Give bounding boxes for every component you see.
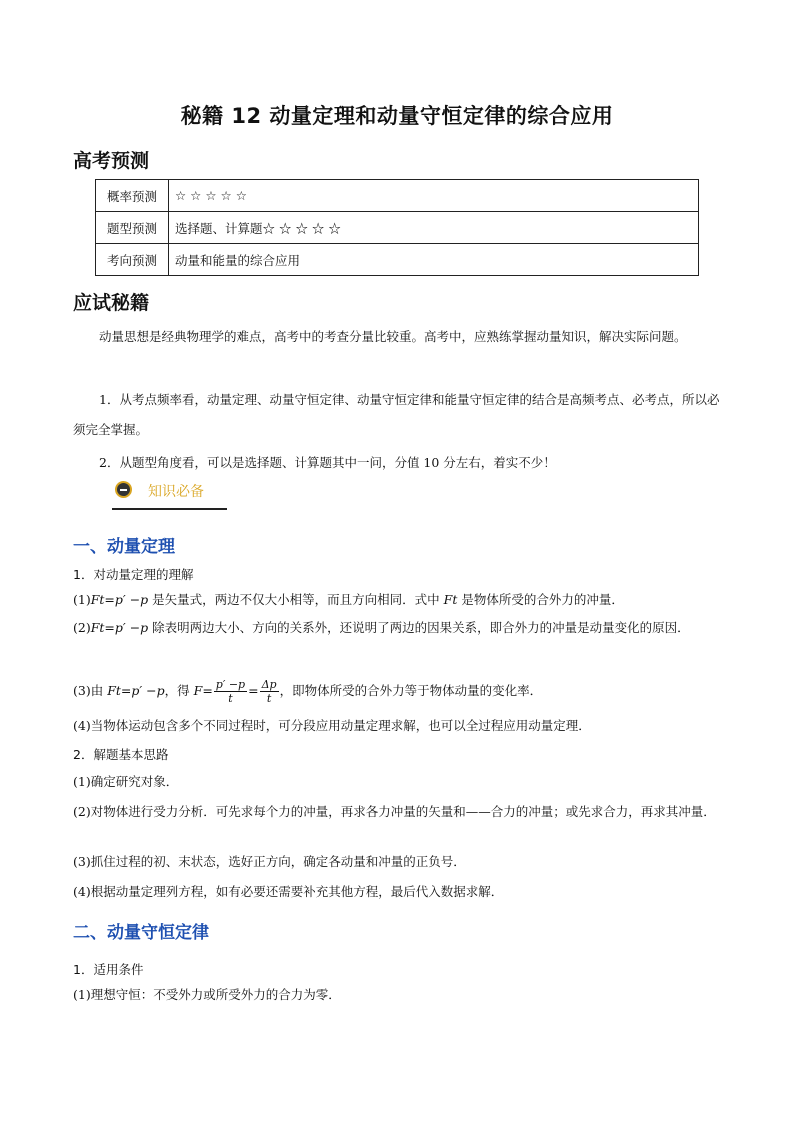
- text: (3)由: [73, 683, 108, 698]
- item-4-paragraph: (4)当物体运动包含多个不同过程时，可分段应用动量定理求解，也可以全过程应用动量定理．: [73, 718, 591, 733]
- minus-circle-icon: [115, 481, 132, 498]
- fraction: [214, 678, 247, 705]
- table-cell-label: 题型预测: [96, 212, 169, 244]
- section-1-title: 一、动量定理: [73, 537, 175, 557]
- step-1-paragraph: (1)确定研究对象．: [73, 774, 179, 789]
- step-4-paragraph: (4)根据动量定理列方程，如有必要还需要补充其他方程，最后代入数据求解．: [73, 884, 504, 899]
- point-2-paragraph: 2．从题型角度看，可以是选择题、计算题其中一问，分值 10 分左右，着实不少！: [99, 455, 556, 470]
- fraction-numerator: Δp: [261, 678, 277, 691]
- item-3-paragraph: [73, 676, 725, 706]
- fraction-denominator: t: [266, 692, 272, 705]
- section-2-sub-1: 1．适用条件: [73, 962, 144, 977]
- table-row: [96, 212, 699, 244]
- formula: Ft=p′ −p: [90, 620, 149, 635]
- text: 是矢量式，两边不仅大小相等，而且方向相同．式中: [148, 592, 444, 607]
- text: 除表明两边大小、方向的关系外，还说明了两边的因果关系，即合外力的冲量是动量变化的原因．: [148, 620, 690, 635]
- table-cell-value: ☆ ☆ ☆ ☆ ☆: [169, 180, 699, 212]
- step-2-paragraph: (2)对物体进行受力分析．可先求每个力的冲量，再求各力冲量的矢量和——合力的冲量；或先求合力，再求其冲量．: [73, 804, 716, 819]
- section-heading-gaokao: 高考预测: [73, 150, 150, 172]
- table-cell-label: 考向预测: [96, 244, 169, 276]
- section-2-title: 二、动量守恒定律: [73, 923, 209, 943]
- formula: Ft: [443, 592, 458, 607]
- fraction-numerator: p′ −p: [215, 678, 246, 691]
- step-3-paragraph: (3)抓住过程的初、末状态，选好正方向，确定各动量和冲量的正负号．: [73, 854, 466, 869]
- formula: Ft=p′ −p: [90, 592, 149, 607]
- section-1-sub-2: 2．解题基本思路: [73, 747, 169, 762]
- fraction: [260, 678, 279, 705]
- text: ，得: [164, 683, 194, 698]
- prediction-table: [95, 179, 699, 276]
- table-cell-label: 概率预测: [96, 180, 169, 212]
- table-cell-value: 动量和能量的综合应用: [169, 244, 699, 276]
- condition-1-paragraph: (1)理想守恒：不受外力或所受外力的合力为零．: [73, 987, 341, 1002]
- text: 是物体所受的合外力的冲量．: [457, 592, 624, 607]
- text: ，即物体所受的合外力等于物体动量的变化率．: [279, 683, 543, 698]
- point-1-paragraph: 1．从考点频率看，动量定理、动量守恒定律、动量守恒定律和能量守恒定律的结合是高频考点、必考点，所以必须完全掌握。: [73, 392, 720, 437]
- table-row: [96, 244, 699, 276]
- table-cell-value: 选择题、计算题☆ ☆ ☆ ☆ ☆: [169, 212, 699, 244]
- formula: F=: [193, 683, 213, 698]
- item-1-paragraph: [73, 585, 725, 615]
- equals-sign: =: [248, 683, 259, 698]
- fraction-denominator: t: [228, 692, 233, 705]
- table-row: [96, 180, 699, 212]
- formula: Ft=p′ −p: [107, 683, 165, 698]
- knowledge-badge: [112, 478, 227, 510]
- intro-paragraph: 动量思想是经典物理学的难点，高考中的考查分量比较重。高考中，应熟练掌握动量知识，解决实际问题。: [99, 329, 687, 344]
- section-heading-tips: 应试秘籍: [73, 292, 150, 314]
- item-number: (1): [73, 592, 91, 607]
- badge-label: 知识必备: [148, 484, 204, 500]
- section-1-sub-1: 1．对动量定理的理解: [73, 567, 194, 582]
- item-number: (2): [73, 620, 91, 635]
- page-title: 秘籍 12 动量定理和动量守恒定律的综合应用: [180, 104, 614, 128]
- item-2-paragraph: [73, 613, 725, 643]
